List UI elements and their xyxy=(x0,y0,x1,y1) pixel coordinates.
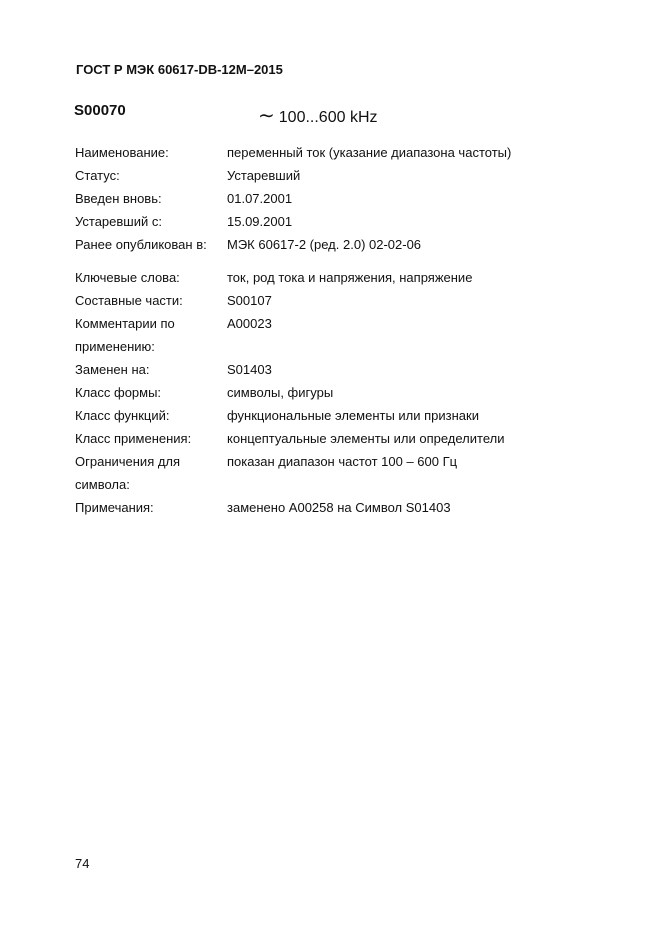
property-row xyxy=(75,289,547,312)
property-label: Устаревший с: xyxy=(75,214,162,229)
property-label: символа: xyxy=(75,477,130,492)
property-row xyxy=(75,335,547,358)
property-value: Устаревший xyxy=(227,168,301,183)
property-value: заменено A00258 на Символ S01403 xyxy=(227,500,451,515)
property-label: Заменен на: xyxy=(75,362,150,377)
property-value: S01403 xyxy=(227,362,272,377)
property-label: Класс формы: xyxy=(75,385,162,400)
property-label: применению: xyxy=(75,339,155,354)
property-label: Статус: xyxy=(75,168,120,183)
property-row xyxy=(75,312,547,335)
property-value: 01.07.2001 xyxy=(227,191,293,206)
property-label: Ограничения для xyxy=(75,454,181,469)
property-row xyxy=(75,210,547,233)
property-value: переменный ток (указание диапазона частоты) xyxy=(227,145,512,160)
document-header: ГОСТ Р МЭК 60617-DB-12M–2015 xyxy=(76,62,283,77)
property-value xyxy=(227,473,547,496)
property-value: 15.09.2001 xyxy=(227,214,293,229)
property-row xyxy=(75,427,547,450)
symbol-graphic-text: 100...600 kHz xyxy=(278,109,378,126)
property-label: Класс функций: xyxy=(75,408,170,423)
property-label: Ранее опубликован в: xyxy=(75,237,207,252)
symbol-graphic xyxy=(258,103,378,128)
property-value: показан диапазон частот 100 – 600 Гц xyxy=(227,454,458,469)
page-number: 74 xyxy=(75,856,90,871)
property-label: Класс применения: xyxy=(75,431,192,446)
properties-group-2 xyxy=(75,266,547,519)
property-value: S00107 xyxy=(227,293,272,308)
property-value: ток, род тока и напряжения, напряжение xyxy=(227,270,473,285)
property-value: A00023 xyxy=(227,316,272,331)
property-row xyxy=(75,187,547,210)
property-value: функциональные элементы или признаки xyxy=(227,408,479,423)
property-row xyxy=(75,450,547,473)
property-label: Комментарии по xyxy=(75,316,175,331)
property-label: Ключевые слова: xyxy=(75,270,180,285)
property-label: Введен вновь: xyxy=(75,191,162,206)
property-row xyxy=(75,233,547,256)
property-value: концептуальные элементы или определители xyxy=(227,431,505,446)
property-value: МЭК 60617-2 (ред. 2.0) 02-02-06 xyxy=(227,237,422,252)
property-value xyxy=(227,335,547,358)
property-label: Примечания: xyxy=(75,500,154,515)
tilde-icon: ∼ xyxy=(258,105,275,127)
property-row xyxy=(75,141,547,164)
property-row xyxy=(75,266,547,289)
property-row xyxy=(75,381,547,404)
property-row xyxy=(75,164,547,187)
property-row xyxy=(75,358,547,381)
properties-group-1 xyxy=(75,141,547,256)
property-label: Составные части: xyxy=(75,293,183,308)
property-row xyxy=(75,404,547,427)
property-row xyxy=(75,473,547,496)
property-row xyxy=(75,496,547,519)
symbol-code: S00070 xyxy=(74,102,126,119)
property-value: символы, фигуры xyxy=(227,385,334,400)
property-label: Наименование: xyxy=(75,145,169,160)
